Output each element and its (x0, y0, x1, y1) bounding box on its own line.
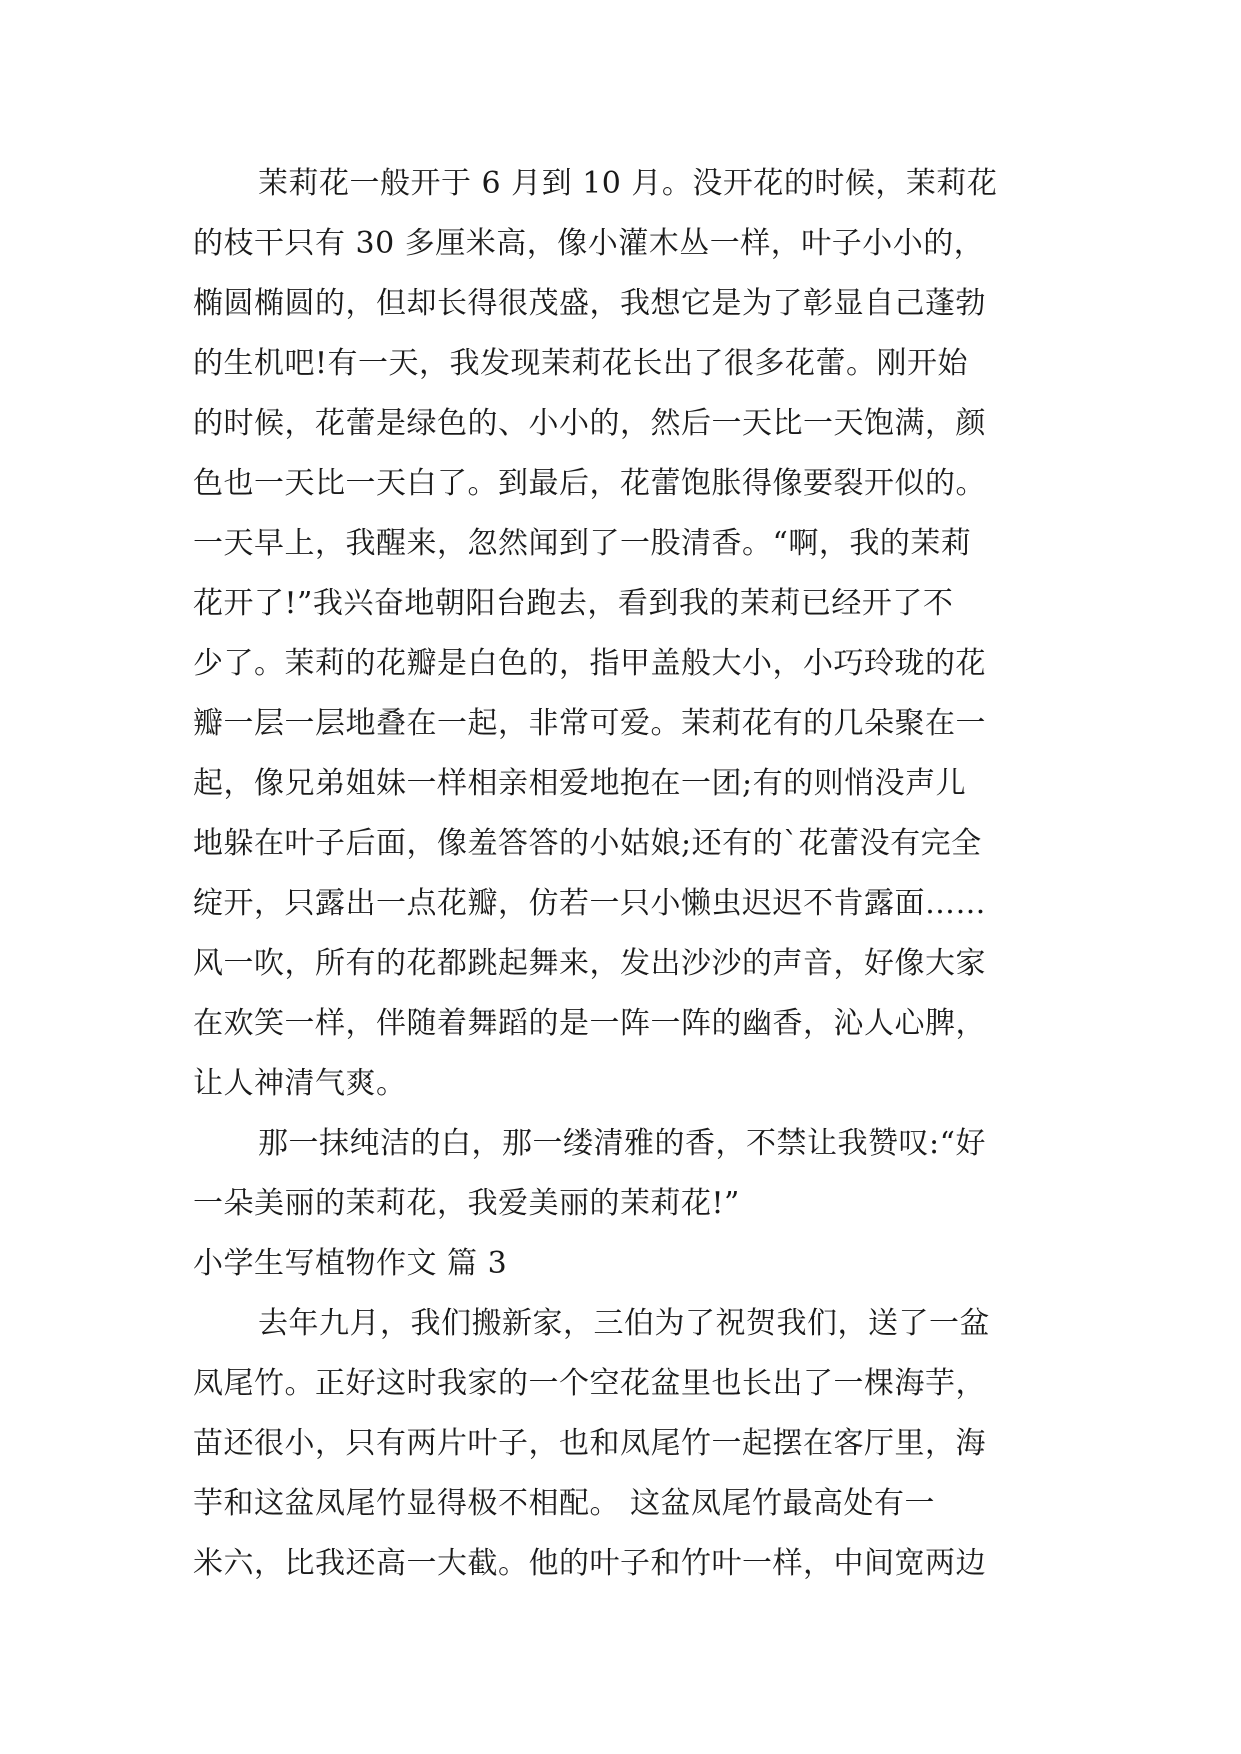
paragraph-line: 绽开，只露出一点花瓣，仿若一只小懒虫迟迟不肯露面…… (193, 886, 986, 921)
paragraph-line: 的枝干只有 30 多厘米高，像小灌木丛一样，叶子小小的， (193, 226, 985, 261)
paragraph-line: 一朵美丽的茉莉花，我爱美丽的茉莉花!” (193, 1186, 740, 1221)
section-heading: 小学生写植物作文 篇 3 (193, 1246, 508, 1281)
paragraph-line: 瓣一层一层地叠在一起，非常可爱。茉莉花有的几朵聚在一 (193, 706, 986, 741)
paragraph-line: 的生机吧!有一天，我发现茉莉花长出了很多花蕾。刚开始 (193, 346, 969, 381)
paragraph-line: 那一抹纯洁的白，那一缕清雅的香，不禁让我赞叹:“好 (258, 1126, 986, 1161)
paragraph-line: 风一吹，所有的花都跳起舞来，发出沙沙的声音，好像大家 (193, 946, 986, 981)
paragraph-line: 的时候，花蕾是绿色的、小小的，然后一天比一天饱满，颜 (193, 406, 986, 441)
paragraph-line: 凤尾竹。正好这时我家的一个空花盆里也长出了一棵海芋， (193, 1366, 986, 1401)
paragraph-line: 花开了!”我兴奋地朝阳台跑去，看到我的茉莉已经开了不 (193, 586, 954, 621)
paragraph-line: 色也一天比一天白了。到最后，花蕾饱胀得像要裂开似的。 (193, 466, 986, 501)
paragraph-line: 让人神清气爽。 (193, 1066, 407, 1101)
paragraph-line: 芋和这盆凤尾竹显得极不相配。 这盆凤尾竹最高处有一 (193, 1486, 936, 1521)
paragraph-line: 苗还很小，只有两片叶子，也和凤尾竹一起摆在客厅里，海 (193, 1426, 986, 1461)
paragraph-line: 去年九月，我们搬新家，三伯为了祝贺我们，送了一盆 (258, 1306, 990, 1341)
paragraph-line: 一天早上，我醒来，忽然闻到了一股清香。“啊，我的茉莉 (193, 526, 972, 561)
paragraph-line: 茉莉花一般开于 6 月到 10 月。没开花的时候，茉莉花 (258, 166, 998, 201)
paragraph-line: 起，像兄弟姐妹一样相亲相爱地抱在一团;有的则悄没声儿 (193, 766, 967, 801)
paragraph-line: 在欢笑一样，伴随着舞蹈的是一阵一阵的幽香，沁人心脾， (193, 1006, 986, 1041)
paragraph-line: 地躲在叶子后面，像羞答答的小姑娘;还有的`花蕾没有完全 (193, 826, 982, 861)
paragraph-line: 少了。茉莉的花瓣是白色的，指甲盖般大小，小巧玲珑的花 (193, 646, 986, 681)
paragraph-line: 椭圆椭圆的，但却长得很茂盛，我想它是为了彰显自己蓬勃 (193, 286, 986, 321)
paragraph-line: 米六，比我还高一大截。他的叶子和竹叶一样，中间宽两边 (193, 1546, 986, 1581)
